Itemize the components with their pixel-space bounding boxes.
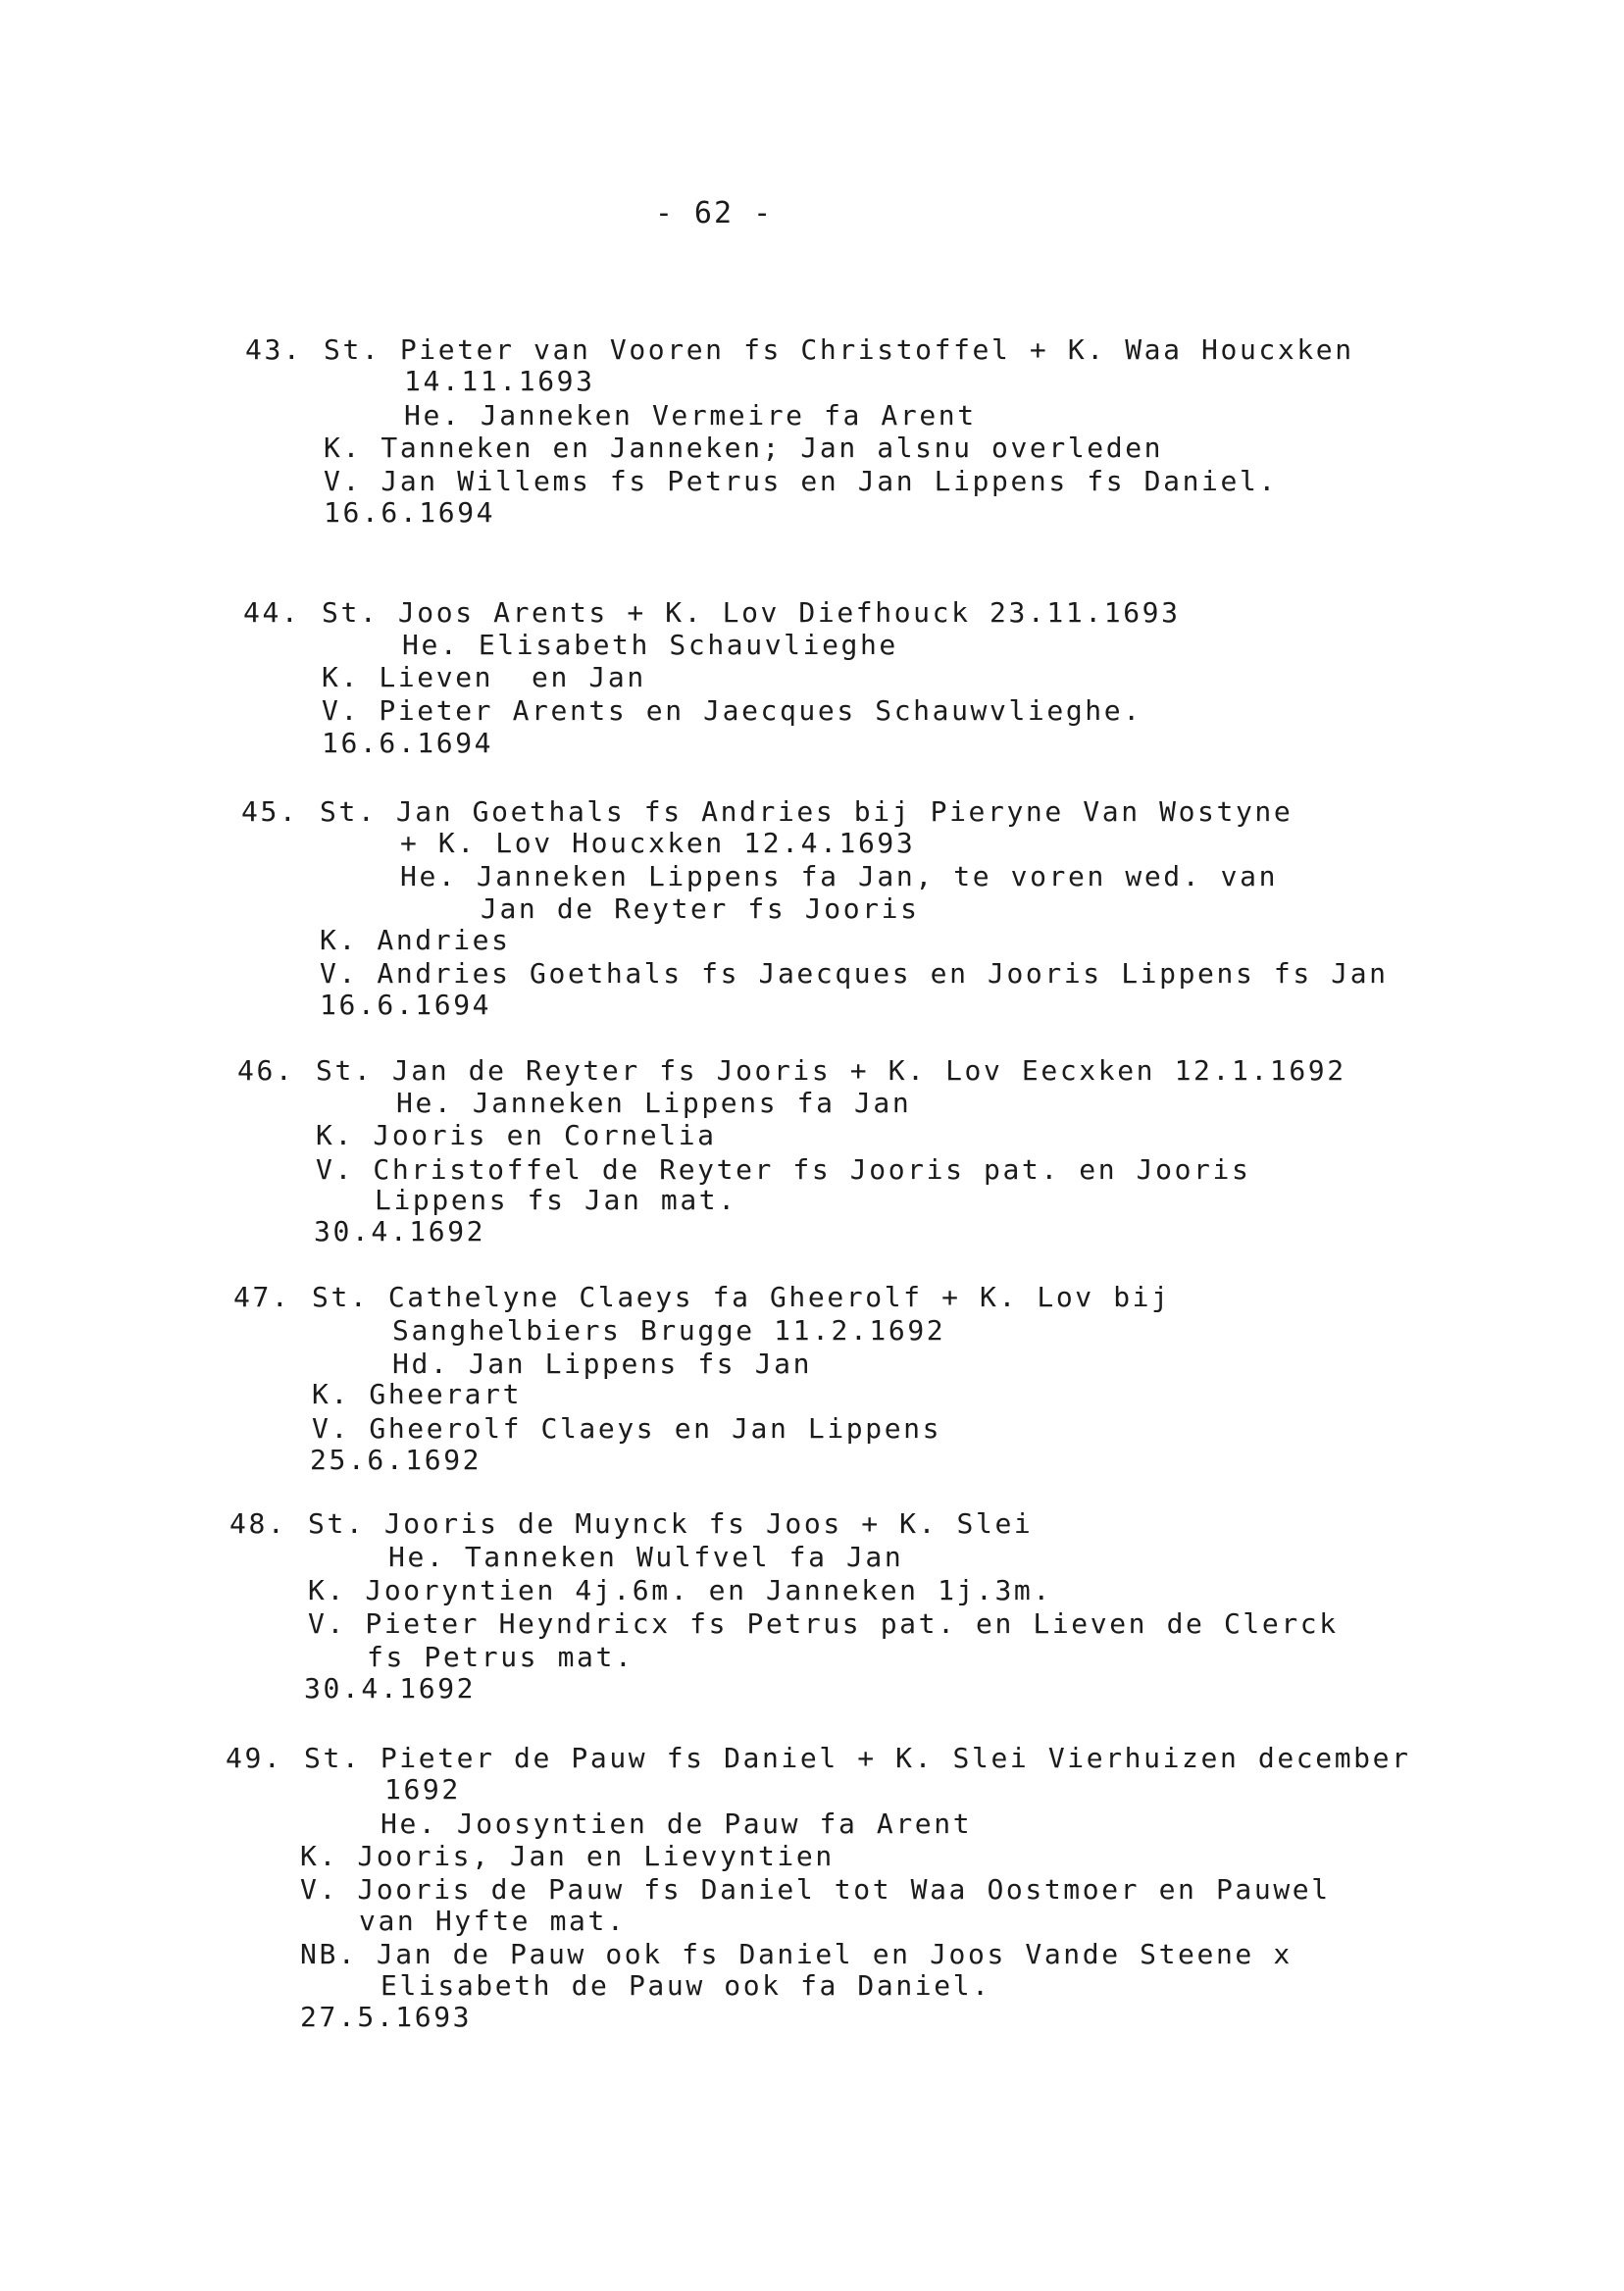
- entry-line: St. Joos Arents + K. Lov Diefhouck 23.11.1693: [322, 596, 1181, 629]
- entry-line: 16.6.1694: [322, 727, 494, 759]
- entry-line: He. Joosyntien de Pauw fa Arent: [381, 1807, 973, 1840]
- entry-line: V. Pieter Arents en Jaecques Schauwvlieghe.: [322, 694, 1142, 727]
- entry-line: St. Cathelyne Claeys fa Gheerolf + K. Lov bij: [312, 1281, 1171, 1313]
- entry-line: K. Jooris en Cornelia: [316, 1119, 717, 1151]
- entry-line: V. Andries Goethals fs Jaecques en Jooris Lippens fs Jan: [320, 957, 1389, 990]
- entry-line: He. Janneken Lippens fa Jan, te voren wed. van: [400, 860, 1279, 892]
- entry-line: V. Christoffel de Reyter fs Jooris pat. en Jooris: [316, 1153, 1251, 1186]
- entry-line: K. Jooris, Jan en Lievyntien: [300, 1840, 835, 1872]
- entry-line: St. Jan Goethals fs Andries bij Pieryne Van Wostyne: [320, 795, 1294, 828]
- entry-line: St. Jan de Reyter fs Jooris + K. Lov Eecxken 12.1.1692: [316, 1054, 1346, 1087]
- entry-line: V. Jan Willems fs Petrus en Jan Lippens fs Daniel.: [324, 465, 1278, 497]
- entry-line: 16.6.1694: [324, 496, 496, 529]
- entry-line: fs Petrus mat.: [367, 1641, 634, 1673]
- entry-line: V. Gheerolf Claeys en Jan Lippens: [312, 1412, 942, 1445]
- entry-line: He. Janneken Vermeire fa Arent: [404, 399, 977, 432]
- entry-line: St. Pieter van Vooren fs Christoffel + K. Waa Houcxken: [324, 333, 1354, 366]
- entry-number: 47.: [233, 1281, 291, 1313]
- entry-number: 48.: [229, 1507, 287, 1540]
- entry-line: Elisabeth de Pauw ook fa Daniel.: [381, 1969, 991, 2002]
- entry-line: 25.6.1692: [310, 1444, 482, 1476]
- entry-line: van Hyfte mat.: [359, 1905, 627, 1937]
- entry-line: St. Jooris de Muynck fs Joos + K. Slei: [308, 1507, 1034, 1540]
- entry-line: NB. Jan de Pauw ook fs Daniel en Joos Vande Steene x: [300, 1938, 1293, 1970]
- entry-number: 45.: [241, 795, 299, 828]
- entry-line: K. Lieven en Jan: [322, 661, 646, 693]
- entry-line: Sanghelbiers Brugge 11.2.1692: [392, 1314, 946, 1347]
- page-number: - 62 -: [654, 196, 774, 230]
- entry-line: V. Jooris de Pauw fs Daniel tot Waa Oostmoer en Pauwel: [300, 1873, 1331, 1906]
- entry-number: 46.: [237, 1054, 295, 1087]
- entry-line: 30.4.1692: [314, 1215, 486, 1247]
- entry-line: K. Andries: [320, 924, 511, 956]
- entry-line: Lippens fs Jan mat.: [375, 1184, 737, 1216]
- entry-line: He. Elisabeth Schauvlieghe: [402, 629, 898, 661]
- entry-line: + K. Lov Houcxken 12.4.1693: [400, 827, 916, 859]
- entry-line: Jan de Reyter fs Jooris: [481, 892, 920, 925]
- entry-line: He. Janneken Lippens fa Jan: [396, 1087, 912, 1119]
- entry-line: 16.6.1694: [320, 989, 492, 1021]
- entry-line: 14.11.1693: [404, 365, 595, 397]
- entry-line: 1692: [384, 1773, 461, 1806]
- entry-number: 44.: [243, 596, 301, 629]
- entry-line: K. Tanneken en Janneken; Jan alsnu overleden: [324, 432, 1164, 464]
- entry-line: 27.5.1693: [300, 2001, 473, 2033]
- entry-number: 49.: [226, 1742, 283, 1774]
- entry-line: Hd. Jan Lippens fs Jan: [392, 1348, 813, 1380]
- entry-line: K. Jooryntien 4j.6m. en Janneken 1j.3m.: [308, 1574, 1052, 1606]
- entry-line: 30.4.1692: [304, 1672, 477, 1705]
- entry-line: St. Pieter de Pauw fs Daniel + K. Slei Vierhuizen december: [304, 1742, 1411, 1774]
- entry-line: He. Tanneken Wulfvel fa Jan: [388, 1541, 904, 1573]
- entry-line: V. Pieter Heyndricx fs Petrus pat. en Lieven de Clerck: [308, 1607, 1339, 1640]
- entry-line: K. Gheerart: [312, 1378, 523, 1410]
- entry-number: 43.: [245, 333, 303, 366]
